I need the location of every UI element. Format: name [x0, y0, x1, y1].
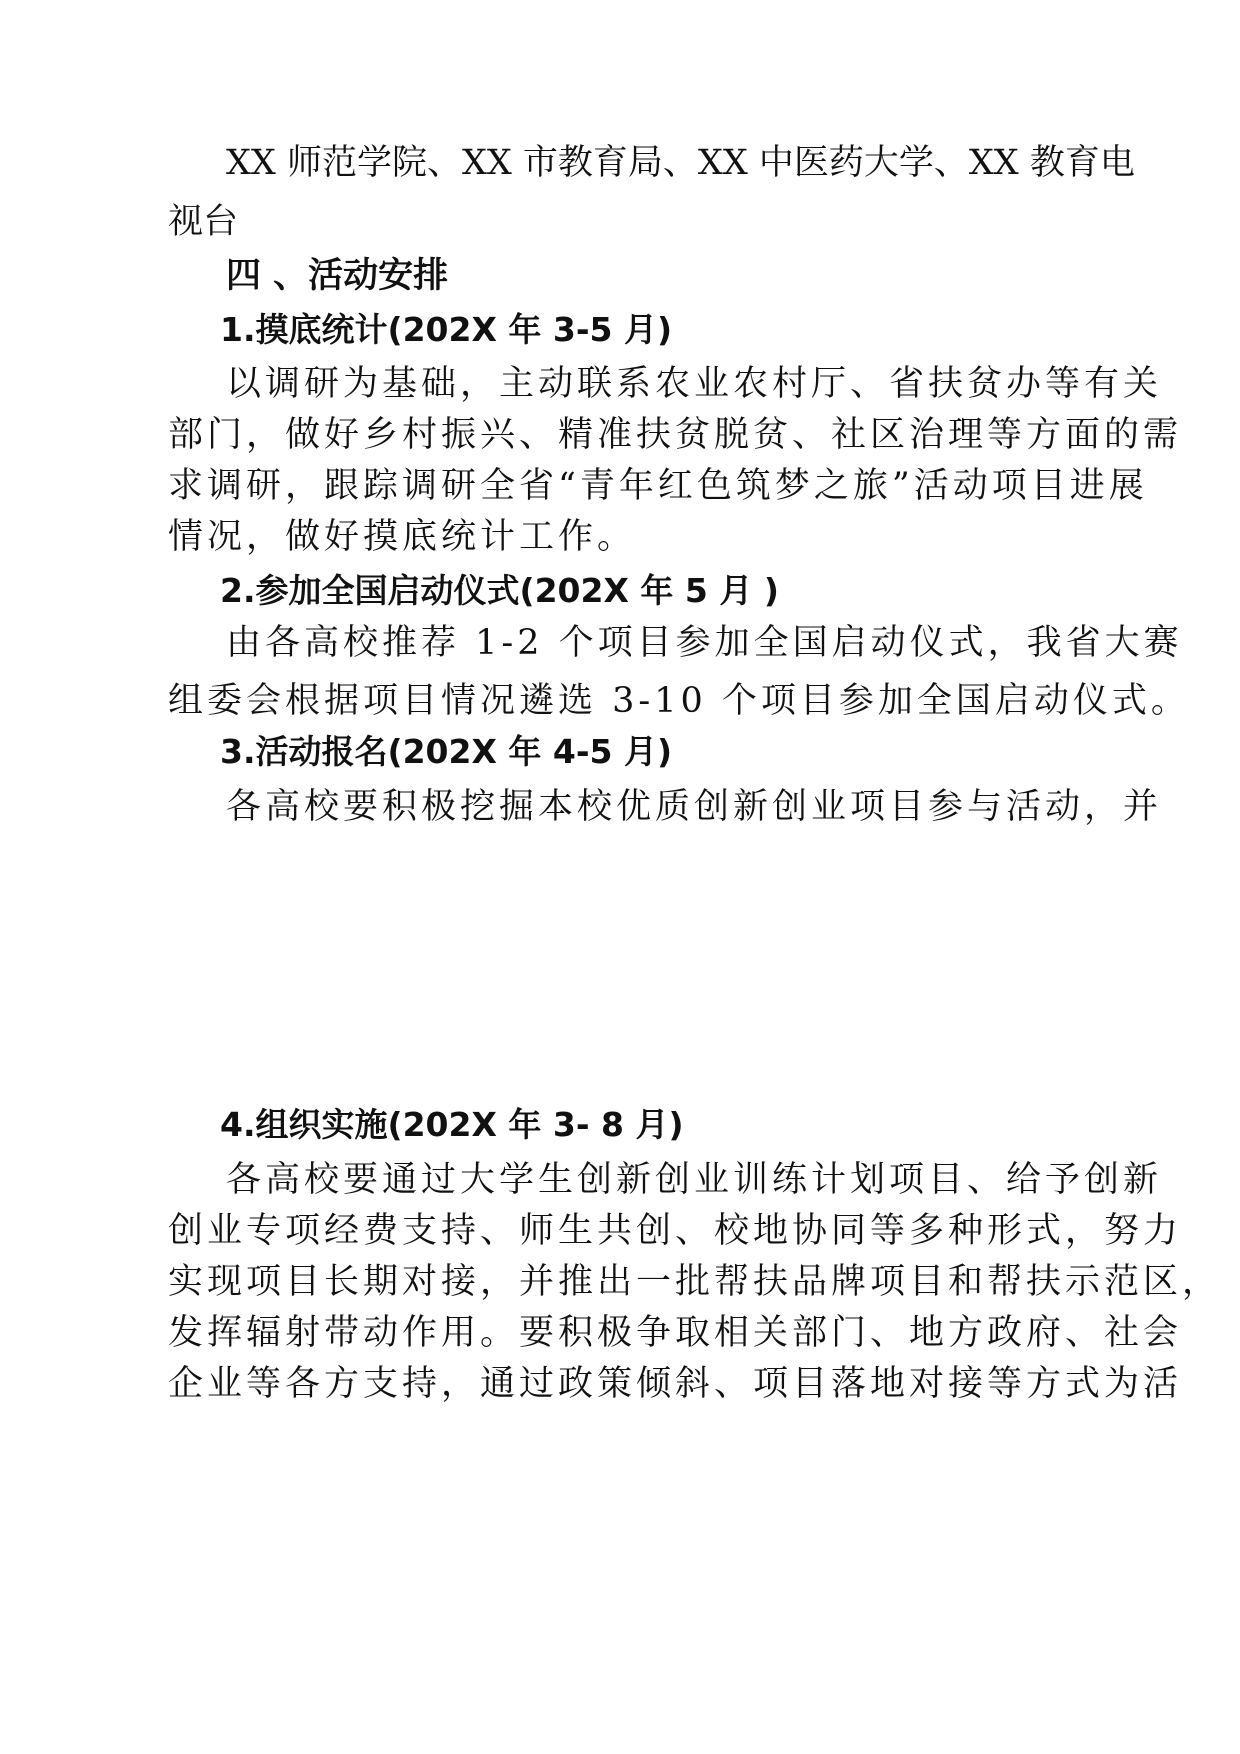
paragraph-line: 以调研为基础，主动联系农业农村厅、省扶贫办等有关	[226, 364, 1163, 404]
paragraph-line: 组委会根据项目情况遴选 3-10 个项目参加全国启动仪式。	[168, 681, 1190, 721]
subsection-heading: 2.参加全国启动仪式(202X 年 5 月 )	[220, 571, 779, 610]
paragraph-line: 部门，做好乡村振兴、精准扶贫脱贫、社区治理等方面的需	[168, 415, 1183, 455]
paragraph-line: 由各高校推荐 1-2 个项目参加全国启动仪式，我省大赛	[226, 623, 1183, 663]
subsection-heading: 3.活动报名(202X 年 4-5 月)	[220, 732, 673, 771]
paragraph-line: 企业等各方支持，通过政策倾斜、项目落地对接等方式为活	[168, 1364, 1183, 1404]
paragraph-line: 各高校要积极挖掘本校优质创新创业项目参与活动，并	[226, 787, 1163, 827]
subsection-heading: 4.组织实施(202X 年 3- 8 月)	[220, 1105, 684, 1144]
paragraph-line: 求调研，跟踪调研全省“青年红色筑梦之旅”活动项目进展	[168, 466, 1148, 506]
paragraph-line: XX 师范学院、XX 市教育局、XX 中医药大学、XX 教育电	[226, 143, 1135, 183]
paragraph-line: 各高校要通过大学生创新创业训练计划项目、给予创新	[226, 1160, 1163, 1200]
paragraph-line: 视台	[168, 202, 239, 242]
paragraph-line: 创业专项经费支持、师生共创、校地协同等多种形式，努力	[168, 1211, 1183, 1251]
paragraph-line: 实现项目长期对接，并推出一批帮扶品牌项目和帮扶示范区，	[168, 1262, 1222, 1302]
paragraph-line: 情况，做好摸底统计工作。	[168, 517, 637, 557]
section-heading: 四 、活动安排	[226, 256, 449, 296]
paragraph-line: 发挥辐射带动作用。要积极争取相关部门、地方政府、社会	[168, 1313, 1183, 1353]
subsection-heading: 1.摸底统计(202X 年 3-5 月)	[220, 310, 673, 349]
